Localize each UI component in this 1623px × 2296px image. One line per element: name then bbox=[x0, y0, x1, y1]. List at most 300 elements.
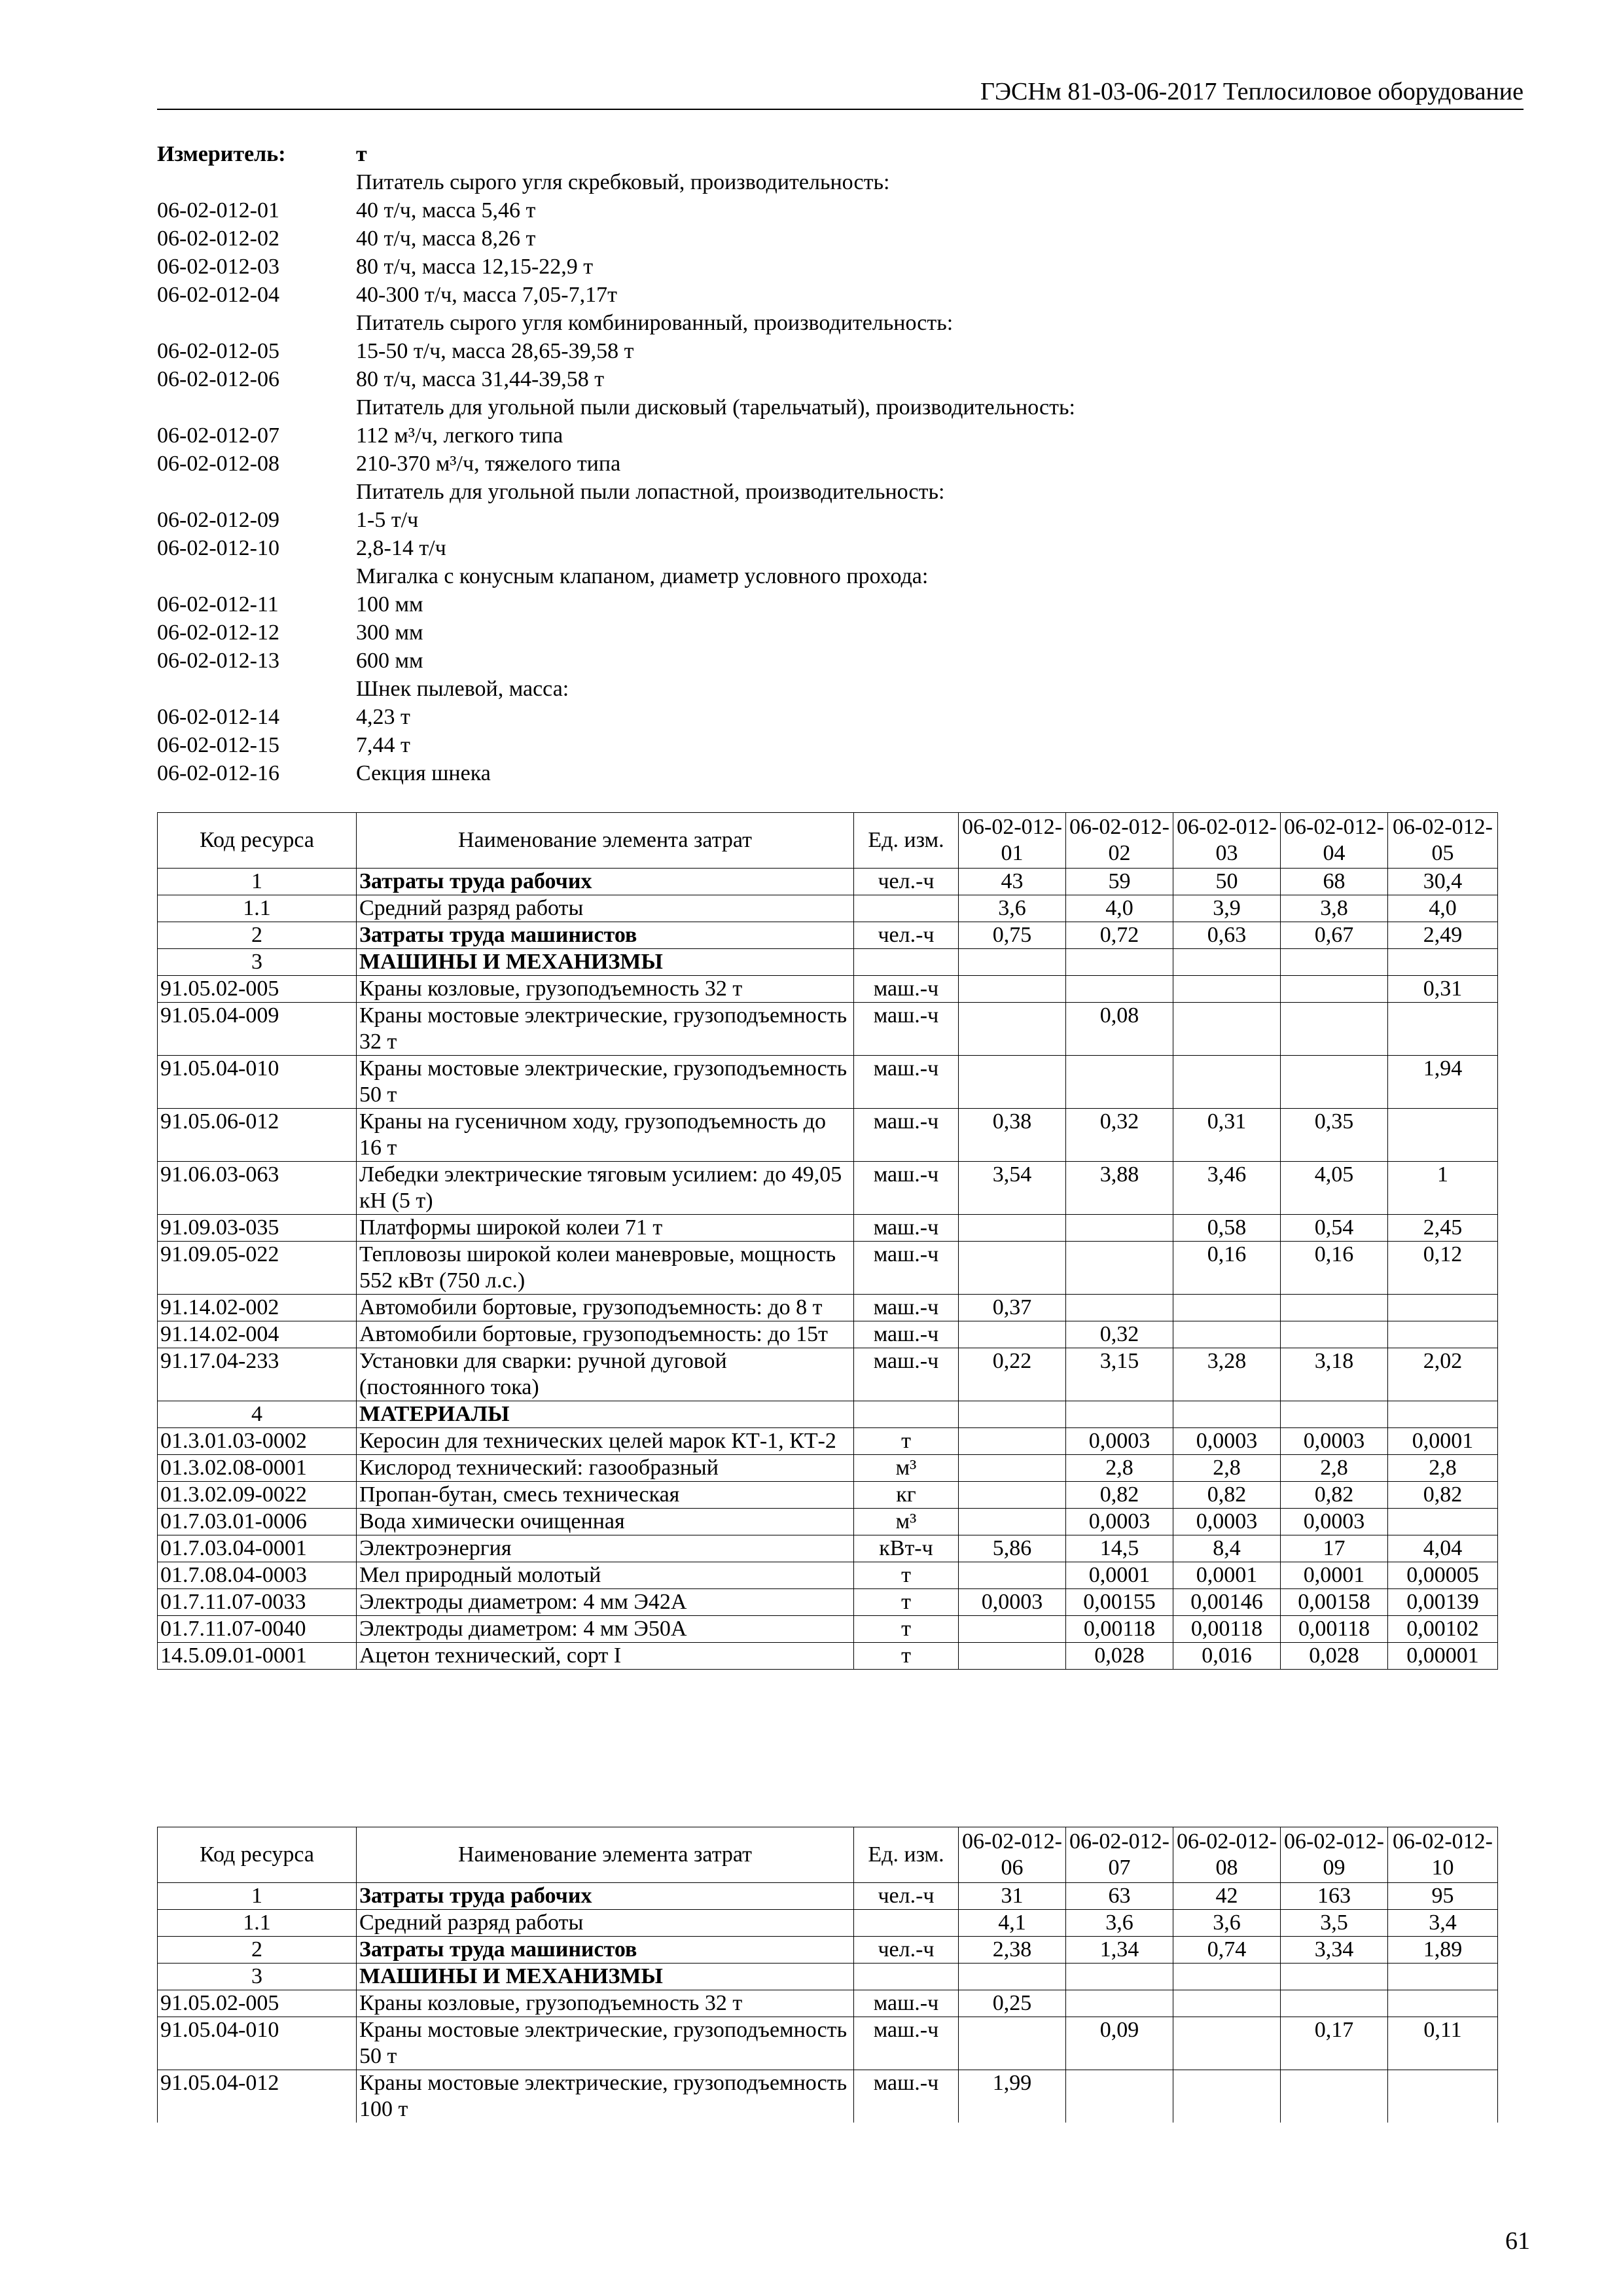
value-cell: 1,94 bbox=[1388, 1056, 1498, 1109]
value-cell: 2,8 bbox=[1388, 1455, 1498, 1482]
value-cell: 0,82 bbox=[1173, 1482, 1281, 1509]
item-description: 100 мм bbox=[356, 592, 423, 617]
unit-cell: т bbox=[854, 1616, 959, 1643]
value-cell bbox=[1066, 976, 1173, 1003]
measure-list bbox=[157, 140, 1400, 787]
value-cell bbox=[1066, 1401, 1173, 1428]
value-cell: 0,32 bbox=[1066, 1321, 1173, 1348]
value-cell: 0,0001 bbox=[1066, 1562, 1173, 1589]
header-name: Наименование элемента затрат bbox=[357, 1827, 854, 1883]
value-cell: 59 bbox=[1066, 869, 1173, 895]
table-row bbox=[158, 1321, 1498, 1348]
resource-code-cell: 91.17.04-233 bbox=[158, 1348, 357, 1401]
unit-cell: маш.-ч bbox=[854, 1348, 959, 1401]
table-row bbox=[158, 2017, 1498, 2070]
item-code: 06-02-012-01 bbox=[157, 198, 279, 223]
value-cell bbox=[1281, 1401, 1388, 1428]
unit-cell: м³ bbox=[854, 1509, 959, 1535]
value-cell: 0,11 bbox=[1388, 2017, 1498, 2070]
table-row bbox=[158, 1643, 1498, 1670]
page-header bbox=[157, 77, 1524, 110]
resource-name-cell: Краны мостовые электрические, грузоподъемность 50 т bbox=[357, 2017, 854, 2070]
resource-table-2 bbox=[157, 1827, 1498, 2123]
resource-name-cell: Платформы широкой колеи 71 т bbox=[357, 1215, 854, 1242]
resource-code-cell: 3 bbox=[158, 949, 357, 976]
value-cell: 0,00005 bbox=[1388, 1562, 1498, 1589]
value-cell bbox=[1281, 1990, 1388, 2017]
value-cell: 3,46 bbox=[1173, 1162, 1281, 1215]
resource-name-cell: Затраты труда машинистов bbox=[357, 1937, 854, 1964]
value-cell bbox=[959, 2017, 1066, 2070]
resource-code-cell: 14.5.09.01-0001 bbox=[158, 1643, 357, 1670]
resource-name-cell: МАТЕРИАЛЫ bbox=[357, 1401, 854, 1428]
measure-item bbox=[157, 478, 1400, 506]
table-row bbox=[158, 1964, 1498, 1990]
item-code: 06-02-012-04 bbox=[157, 283, 279, 307]
measure-item bbox=[157, 365, 1400, 393]
unit-cell bbox=[854, 1401, 959, 1428]
item-code: 06-02-012-14 bbox=[157, 705, 279, 729]
resource-name-cell: Керосин для технических целей марок КТ-1, КТ-2 bbox=[357, 1428, 854, 1455]
measure-item bbox=[157, 759, 1400, 787]
value-cell: 42 bbox=[1173, 1883, 1281, 1910]
item-description: 40-300 т/ч, масса 7,05-7,17т bbox=[356, 283, 617, 307]
value-cell: 0,0003 bbox=[1281, 1428, 1388, 1455]
resource-name-cell: Пропан-бутан, смесь техническая bbox=[357, 1482, 854, 1509]
value-cell bbox=[959, 1562, 1066, 1589]
value-cell: 0,0003 bbox=[1173, 1428, 1281, 1455]
value-cell: 1 bbox=[1388, 1162, 1498, 1215]
value-cell: 0,00118 bbox=[1281, 1616, 1388, 1643]
resource-name-cell: Краны мостовые электрические, грузоподъемность 100 т bbox=[357, 2070, 854, 2123]
unit-cell: чел.-ч bbox=[854, 922, 959, 949]
value-cell bbox=[1066, 1242, 1173, 1295]
unit-cell: кг bbox=[854, 1482, 959, 1509]
measure-item bbox=[157, 253, 1400, 281]
value-cell: 0,00118 bbox=[1066, 1616, 1173, 1643]
value-cell: 0,32 bbox=[1066, 1109, 1173, 1162]
value-cell: 2,02 bbox=[1388, 1348, 1498, 1401]
resource-code-cell: 91.05.06-012 bbox=[158, 1109, 357, 1162]
item-code: 06-02-012-12 bbox=[157, 620, 279, 645]
resource-name-cell: Краны мостовые электрические, грузоподъемность 32 т bbox=[357, 1003, 854, 1056]
value-cell: 0,0003 bbox=[959, 1589, 1066, 1616]
table-row bbox=[158, 895, 1498, 922]
value-cell: 0,63 bbox=[1173, 922, 1281, 949]
resource-name-cell: Затраты труда рабочих bbox=[357, 869, 854, 895]
table-row bbox=[158, 1589, 1498, 1616]
value-cell bbox=[1173, 949, 1281, 976]
value-cell bbox=[1066, 1056, 1173, 1109]
unit-cell: чел.-ч bbox=[854, 1937, 959, 1964]
resource-code-cell: 01.3.02.08-0001 bbox=[158, 1455, 357, 1482]
unit-cell: т bbox=[854, 1562, 959, 1589]
value-cell bbox=[1388, 1295, 1498, 1321]
value-cell: 0,17 bbox=[1281, 2017, 1388, 2070]
resource-name-cell: Автомобили бортовые, грузоподъемность: до 15т bbox=[357, 1321, 854, 1348]
unit-cell: маш.-ч bbox=[854, 2070, 959, 2123]
unit-cell: т bbox=[854, 1589, 959, 1616]
value-cell: 0,0001 bbox=[1388, 1428, 1498, 1455]
value-cell: 0,0003 bbox=[1281, 1509, 1388, 1535]
header-code: Код ресурса bbox=[158, 1827, 357, 1883]
resource-code-cell: 91.05.04-009 bbox=[158, 1003, 357, 1056]
unit-cell: т bbox=[854, 1643, 959, 1670]
value-cell: 0,016 bbox=[1173, 1643, 1281, 1670]
resource-code-cell: 91.14.02-004 bbox=[158, 1321, 357, 1348]
value-cell bbox=[1281, 1964, 1388, 1990]
resource-code-cell: 91.05.04-010 bbox=[158, 1056, 357, 1109]
value-cell bbox=[1388, 1401, 1498, 1428]
item-code: 06-02-012-03 bbox=[157, 255, 279, 279]
item-code: 06-02-012-08 bbox=[157, 452, 279, 476]
value-cell: 3,15 bbox=[1066, 1348, 1173, 1401]
value-cell: 0,00102 bbox=[1388, 1616, 1498, 1643]
item-description: 40 т/ч, масса 5,46 т bbox=[356, 198, 536, 223]
value-cell bbox=[1066, 2070, 1173, 2123]
value-cell: 0,35 bbox=[1281, 1109, 1388, 1162]
value-cell bbox=[1281, 1003, 1388, 1056]
item-description: 112 м³/ч, легкого типа bbox=[356, 423, 563, 448]
value-cell: 0,00118 bbox=[1173, 1616, 1281, 1643]
measure-item bbox=[157, 731, 1400, 759]
value-cell: 3,28 bbox=[1173, 1348, 1281, 1401]
value-cell bbox=[1388, 2070, 1498, 2123]
value-cell bbox=[1173, 976, 1281, 1003]
value-cell bbox=[1173, 1401, 1281, 1428]
value-cell: 0,0001 bbox=[1173, 1562, 1281, 1589]
value-cell bbox=[1388, 1964, 1498, 1990]
resource-code-cell: 4 bbox=[158, 1401, 357, 1428]
value-cell: 3,8 bbox=[1281, 895, 1388, 922]
value-cell: 0,75 bbox=[959, 922, 1066, 949]
item-description: Питатель для угольной пыли дисковый (тарельчатый), производительность: bbox=[356, 395, 1075, 420]
item-description: 15-50 т/ч, масса 28,65-39,58 т bbox=[356, 339, 634, 363]
value-cell bbox=[1388, 949, 1498, 976]
measure-item bbox=[157, 506, 1400, 534]
table-header-row bbox=[158, 1827, 1498, 1883]
item-code: 06-02-012-09 bbox=[157, 508, 279, 532]
item-description: 600 мм bbox=[356, 649, 423, 673]
value-cell bbox=[1066, 1295, 1173, 1321]
item-description: Питатель для угольной пыли лопастной, производительность: bbox=[356, 480, 945, 504]
value-cell bbox=[1173, 1003, 1281, 1056]
table-row bbox=[158, 1910, 1498, 1937]
value-cell: 0,22 bbox=[959, 1348, 1066, 1401]
value-cell: 3,6 bbox=[1173, 1910, 1281, 1937]
measure-item bbox=[157, 168, 1400, 196]
value-cell: 0,16 bbox=[1281, 1242, 1388, 1295]
value-cell: 0,00001 bbox=[1388, 1643, 1498, 1670]
table-row bbox=[158, 1990, 1498, 2017]
measure-item bbox=[157, 196, 1400, 224]
unit-cell: маш.-ч bbox=[854, 1003, 959, 1056]
resource-name-cell: Электроды диаметром: 4 мм Э50А bbox=[357, 1616, 854, 1643]
header-col: 06-02-012-05 bbox=[1388, 813, 1498, 869]
item-description: 210-370 м³/ч, тяжелого типа bbox=[356, 452, 621, 476]
value-cell: 2,8 bbox=[1066, 1455, 1173, 1482]
item-description: Секция шнека bbox=[356, 761, 491, 785]
value-cell bbox=[959, 1242, 1066, 1295]
resource-code-cell: 01.7.03.01-0006 bbox=[158, 1509, 357, 1535]
resource-code-cell: 1.1 bbox=[158, 1910, 357, 1937]
resource-code-cell: 01.7.11.07-0033 bbox=[158, 1589, 357, 1616]
value-cell bbox=[1388, 1990, 1498, 2017]
item-code: 06-02-012-11 bbox=[157, 592, 279, 617]
value-cell bbox=[959, 1455, 1066, 1482]
value-cell: 63 bbox=[1066, 1883, 1173, 1910]
resource-name-cell: Автомобили бортовые, грузоподъемность: до 8 т bbox=[357, 1295, 854, 1321]
table-row bbox=[158, 1562, 1498, 1589]
table-row bbox=[158, 1215, 1498, 1242]
measure-item bbox=[157, 224, 1400, 253]
value-cell: 3,6 bbox=[959, 895, 1066, 922]
resource-code-cell: 01.7.11.07-0040 bbox=[158, 1616, 357, 1643]
value-cell: 50 bbox=[1173, 869, 1281, 895]
resource-name-cell: Затраты труда машинистов bbox=[357, 922, 854, 949]
unit-cell: маш.-ч bbox=[854, 1056, 959, 1109]
measure-label: Измеритель: bbox=[157, 142, 286, 166]
value-cell bbox=[959, 1056, 1066, 1109]
value-cell bbox=[1281, 976, 1388, 1003]
value-cell: 0,72 bbox=[1066, 922, 1173, 949]
header-col: 06-02-012-08 bbox=[1173, 1827, 1281, 1883]
resource-code-cell: 91.09.05-022 bbox=[158, 1242, 357, 1295]
table-row bbox=[158, 1535, 1498, 1562]
value-cell: 0,67 bbox=[1281, 922, 1388, 949]
header-col: 06-02-012-01 bbox=[959, 813, 1066, 869]
table-row bbox=[158, 1348, 1498, 1401]
table-row bbox=[158, 2070, 1498, 2123]
value-cell: 0,37 bbox=[959, 1295, 1066, 1321]
item-code: 06-02-012-07 bbox=[157, 423, 279, 448]
resource-name-cell: Мел природный молотый bbox=[357, 1562, 854, 1589]
table-row bbox=[158, 1482, 1498, 1509]
value-cell bbox=[1388, 1109, 1498, 1162]
value-cell bbox=[1281, 2070, 1388, 2123]
value-cell: 0,74 bbox=[1173, 1937, 1281, 1964]
table-row bbox=[158, 869, 1498, 895]
measure-item bbox=[157, 703, 1400, 731]
unit-cell: т bbox=[854, 1428, 959, 1455]
resource-name-cell: Средний разряд работы bbox=[357, 895, 854, 922]
resource-name-cell: Кислород технический: газообразный bbox=[357, 1455, 854, 1482]
item-description: 80 т/ч, масса 31,44-39,58 т bbox=[356, 367, 605, 391]
value-cell: 3,88 bbox=[1066, 1162, 1173, 1215]
measure-item bbox=[157, 309, 1400, 337]
resource-name-cell: Краны мостовые электрические, грузоподъемность 50 т bbox=[357, 1056, 854, 1109]
value-cell: 0,0003 bbox=[1066, 1428, 1173, 1455]
resource-name-cell: Затраты труда рабочих bbox=[357, 1883, 854, 1910]
resource-code-cell: 1 bbox=[158, 869, 357, 895]
value-cell: 1,99 bbox=[959, 2070, 1066, 2123]
value-cell bbox=[1388, 1509, 1498, 1535]
table-row bbox=[158, 922, 1498, 949]
value-cell bbox=[1173, 1990, 1281, 2017]
value-cell: 3,34 bbox=[1281, 1937, 1388, 1964]
value-cell: 2,8 bbox=[1281, 1455, 1388, 1482]
measure-item bbox=[157, 590, 1400, 619]
item-code: 06-02-012-10 bbox=[157, 536, 279, 560]
unit-cell: м³ bbox=[854, 1455, 959, 1482]
measure-item bbox=[157, 534, 1400, 562]
value-cell bbox=[1281, 949, 1388, 976]
value-cell: 163 bbox=[1281, 1883, 1388, 1910]
value-cell bbox=[959, 1215, 1066, 1242]
measure-row bbox=[157, 140, 1400, 168]
item-description: 4,23 т bbox=[356, 705, 410, 729]
value-cell: 0,12 bbox=[1388, 1242, 1498, 1295]
resource-table-1 bbox=[157, 812, 1498, 1670]
resource-code-cell: 1 bbox=[158, 1883, 357, 1910]
value-cell bbox=[959, 1509, 1066, 1535]
value-cell: 1,89 bbox=[1388, 1937, 1498, 1964]
resource-name-cell: Краны козловые, грузоподъемность 32 т bbox=[357, 976, 854, 1003]
unit-cell: маш.-ч bbox=[854, 1109, 959, 1162]
value-cell: 14,5 bbox=[1066, 1535, 1173, 1562]
unit-cell: маш.-ч bbox=[854, 1215, 959, 1242]
resource-name-cell: Установки для сварки: ручной дуговой (постоянного тока) bbox=[357, 1348, 854, 1401]
value-cell bbox=[959, 1964, 1066, 1990]
resource-name-cell: МАШИНЫ И МЕХАНИЗМЫ bbox=[357, 949, 854, 976]
item-description: Питатель сырого угля комбинированный, производительность: bbox=[356, 311, 954, 335]
value-cell: 0,82 bbox=[1066, 1482, 1173, 1509]
value-cell bbox=[1173, 1964, 1281, 1990]
header-col: 06-02-012-04 bbox=[1281, 813, 1388, 869]
value-cell: 2,49 bbox=[1388, 922, 1498, 949]
value-cell: 95 bbox=[1388, 1883, 1498, 1910]
value-cell: 4,0 bbox=[1388, 895, 1498, 922]
value-cell: 31 bbox=[959, 1883, 1066, 1910]
table-row bbox=[158, 1455, 1498, 1482]
item-code: 06-02-012-05 bbox=[157, 339, 279, 363]
value-cell: 0,25 bbox=[959, 1990, 1066, 2017]
value-cell bbox=[1173, 1056, 1281, 1109]
value-cell: 0,82 bbox=[1388, 1482, 1498, 1509]
unit-cell: маш.-ч bbox=[854, 1321, 959, 1348]
unit-cell: маш.-ч bbox=[854, 1295, 959, 1321]
resource-name-cell: Электроды диаметром: 4 мм Э42А bbox=[357, 1589, 854, 1616]
header-col: 06-02-012-07 bbox=[1066, 1827, 1173, 1883]
value-cell bbox=[1066, 1990, 1173, 2017]
value-cell: 0,00146 bbox=[1173, 1589, 1281, 1616]
table-row bbox=[158, 1401, 1498, 1428]
table-row bbox=[158, 1003, 1498, 1056]
header-unit: Ед. изм. bbox=[854, 813, 959, 869]
table-row bbox=[158, 976, 1498, 1003]
resource-name-cell: Лебедки электрические тяговым усилием: до 49,05 кН (5 т) bbox=[357, 1162, 854, 1215]
value-cell: 43 bbox=[959, 869, 1066, 895]
unit-cell: чел.-ч bbox=[854, 869, 959, 895]
unit-cell bbox=[854, 1964, 959, 1990]
table-row bbox=[158, 1883, 1498, 1910]
unit-cell: маш.-ч bbox=[854, 1990, 959, 2017]
value-cell: 0,028 bbox=[1281, 1643, 1388, 1670]
table-row bbox=[158, 1937, 1498, 1964]
header-unit: Ед. изм. bbox=[854, 1827, 959, 1883]
value-cell bbox=[1066, 1215, 1173, 1242]
measure-item bbox=[157, 450, 1400, 478]
resource-code-cell: 91.09.03-035 bbox=[158, 1215, 357, 1242]
item-description: 1-5 т/ч bbox=[356, 508, 419, 532]
resource-name-cell: Ацетон технический, сорт I bbox=[357, 1643, 854, 1670]
resource-code-cell: 91.06.03-063 bbox=[158, 1162, 357, 1215]
item-code: 06-02-012-06 bbox=[157, 367, 279, 391]
resource-code-cell: 01.3.01.03-0002 bbox=[158, 1428, 357, 1455]
measure-item bbox=[157, 675, 1400, 703]
item-code: 06-02-012-15 bbox=[157, 733, 279, 757]
value-cell: 0,16 bbox=[1173, 1242, 1281, 1295]
measure-item bbox=[157, 422, 1400, 450]
measure-item bbox=[157, 393, 1400, 422]
measure-item bbox=[157, 281, 1400, 309]
unit-cell bbox=[854, 1910, 959, 1937]
value-cell: 0,0003 bbox=[1173, 1509, 1281, 1535]
unit-cell: маш.-ч bbox=[854, 1162, 959, 1215]
value-cell: 0,31 bbox=[1173, 1109, 1281, 1162]
item-description: Мигалка с конусным клапаном, диаметр условного прохода: bbox=[356, 564, 929, 588]
value-cell: 0,82 bbox=[1281, 1482, 1388, 1509]
header-col: 06-02-012-06 bbox=[959, 1827, 1066, 1883]
value-cell: 2,8 bbox=[1173, 1455, 1281, 1482]
resource-name-cell: МАШИНЫ И МЕХАНИЗМЫ bbox=[357, 1964, 854, 1990]
item-code: 06-02-012-02 bbox=[157, 226, 279, 251]
item-code: 06-02-012-16 bbox=[157, 761, 279, 785]
header-col: 06-02-012-09 bbox=[1281, 1827, 1388, 1883]
value-cell: 4,04 bbox=[1388, 1535, 1498, 1562]
value-cell: 0,31 bbox=[1388, 976, 1498, 1003]
resource-code-cell: 3 bbox=[158, 1964, 357, 1990]
resource-code-cell: 91.05.04-012 bbox=[158, 2070, 357, 2123]
item-code: 06-02-012-13 bbox=[157, 649, 279, 673]
header-col: 06-02-012-03 bbox=[1173, 813, 1281, 869]
document-title: ГЭСНм 81-03-06-2017 Теплосиловое оборудование bbox=[980, 78, 1524, 105]
value-cell: 4,0 bbox=[1066, 895, 1173, 922]
value-cell bbox=[959, 1616, 1066, 1643]
value-cell bbox=[1066, 1964, 1173, 1990]
unit-cell bbox=[854, 895, 959, 922]
value-cell bbox=[959, 1321, 1066, 1348]
resource-code-cell: 91.05.02-005 bbox=[158, 976, 357, 1003]
value-cell: 3,6 bbox=[1066, 1910, 1173, 1937]
unit-cell: маш.-ч bbox=[854, 2017, 959, 2070]
table-row bbox=[158, 1295, 1498, 1321]
table-header-row bbox=[158, 813, 1498, 869]
resource-code-cell: 01.7.08.04-0003 bbox=[158, 1562, 357, 1589]
item-description: 300 мм bbox=[356, 620, 423, 645]
resource-name-cell: Краны на гусеничном ходу, грузоподъемность до 16 т bbox=[357, 1109, 854, 1162]
value-cell: 3,9 bbox=[1173, 895, 1281, 922]
value-cell: 30,4 bbox=[1388, 869, 1498, 895]
value-cell bbox=[959, 1643, 1066, 1670]
value-cell: 2,45 bbox=[1388, 1215, 1498, 1242]
table-row bbox=[158, 1109, 1498, 1162]
table-row bbox=[158, 1242, 1498, 1295]
value-cell: 8,4 bbox=[1173, 1535, 1281, 1562]
table-row bbox=[158, 1162, 1498, 1215]
resource-code-cell: 2 bbox=[158, 922, 357, 949]
value-cell: 1,34 bbox=[1066, 1937, 1173, 1964]
value-cell: 0,00158 bbox=[1281, 1589, 1388, 1616]
value-cell: 0,54 bbox=[1281, 1215, 1388, 1242]
value-cell: 0,58 bbox=[1173, 1215, 1281, 1242]
value-cell bbox=[1173, 2070, 1281, 2123]
resource-code-cell: 91.14.02-002 bbox=[158, 1295, 357, 1321]
resource-code-cell: 01.7.03.04-0001 bbox=[158, 1535, 357, 1562]
value-cell bbox=[1173, 2017, 1281, 2070]
resource-name-cell: Электроэнергия bbox=[357, 1535, 854, 1562]
page-number: 61 bbox=[1505, 2227, 1530, 2255]
